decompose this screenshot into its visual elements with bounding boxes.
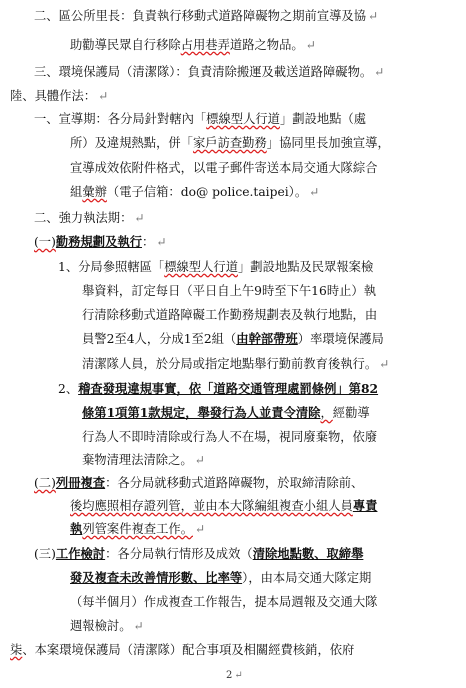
text-flagged: 柒	[10, 643, 23, 657]
text: 舉資料，訂定每日（平日自上午9時至下午16時止）執	[82, 284, 377, 298]
text: 清潔隊人員，於分局或指定地點舉行勤前教育後執行。	[82, 357, 378, 371]
section-heading: 陸、具體作法：	[10, 89, 97, 103]
text-flagged: 彙辦	[82, 185, 107, 199]
text: 經勸導	[332, 406, 370, 420]
emphasis: 專責	[352, 498, 378, 513]
text: （每半個月）作成複查工作報告，提本局週報及交通大隊	[70, 595, 378, 609]
text: ）率環境保護局	[297, 332, 384, 346]
paragraph-mark: ↵	[194, 453, 205, 467]
line-17	[82, 405, 370, 421]
line-9	[34, 210, 145, 226]
text: 助勸導民眾自行移除	[70, 38, 181, 52]
line-11	[58, 259, 373, 275]
text: 棄物清理法清除之。	[82, 453, 193, 467]
emphasis: 執	[70, 521, 83, 536]
text-flagged: 標線型人行道	[164, 260, 238, 274]
text: 員警2至4人，分成1至2組（	[82, 332, 237, 346]
text: 行清除移動式道路障礙工作勤務規劃表及執行地點，由	[82, 308, 378, 322]
emphasis: 稽查發現違規事實，依「道路交通管理處罰條例」第82	[78, 381, 379, 396]
line-27	[10, 642, 354, 658]
paragraph-mark: ↵	[133, 619, 144, 633]
text-flagged: 標線型人行道	[206, 112, 280, 126]
line-23	[34, 546, 363, 562]
text: 二、區公所里長：負責執行移動式道路障礙物之期前宣導及協	[34, 9, 367, 23]
line-22	[70, 521, 205, 537]
subheading: 工作檢討	[55, 546, 106, 561]
line-7	[70, 160, 377, 176]
line-14	[82, 331, 384, 347]
text: 宣導成效依附件格式，以電子郵件寄送本局交通大隊綜合	[70, 161, 378, 175]
text: 三、環境保護局（清潔隊）：負責清除搬運及載送道路障礙物。	[34, 65, 373, 79]
emphasis: 清除地點數、取締舉	[252, 546, 364, 561]
line-15	[82, 356, 389, 372]
emphasis: 由幹部帶班	[236, 331, 298, 346]
text: ：	[142, 235, 155, 249]
paragraph-mark: ↵	[195, 522, 206, 536]
line-13	[82, 307, 377, 323]
line-20	[34, 475, 363, 491]
line-12	[82, 283, 376, 299]
paragraph-mark: ↵	[305, 38, 316, 52]
text-flagged: 後均應照相存證列管，並由本大隊編組複查小組人員	[70, 499, 353, 513]
list-marker: (三)	[34, 547, 56, 561]
line-10	[34, 234, 167, 250]
emphasis: 條第1項第1款規定，舉發行為人並責令清除	[82, 405, 321, 420]
text-flagged: ，	[320, 406, 333, 420]
text-flagged: 占用巷弄	[180, 38, 230, 52]
text: 道路之物品。	[229, 38, 304, 52]
line-4	[10, 88, 108, 104]
text: 行為人不即時清除或行為人不在場，視同廢棄物，依廢	[82, 430, 378, 444]
paragraph-mark: ↵	[379, 357, 390, 371]
text: ），由本局交通大隊定期	[242, 571, 372, 585]
text: 」劃設地點及民眾報案檢	[238, 260, 374, 274]
line-1	[34, 8, 378, 24]
paragraph-mark: ↵	[309, 185, 320, 199]
page-number	[226, 670, 243, 681]
list-marker: (二)	[34, 476, 56, 490]
text: ：各分局就移動式道路障礙物，於取締清除前、	[105, 476, 364, 490]
subheading: 勤務規劃及執行	[55, 234, 142, 249]
paragraph-mark: ↵	[234, 670, 243, 681]
list-marker: (一)	[34, 235, 56, 249]
line-8	[70, 184, 319, 200]
text: （電子信箱：do@ police.taipei）。	[106, 185, 308, 199]
text-flagged: 家戶訪查勤務	[192, 136, 267, 150]
line-19	[82, 452, 205, 468]
text: 所）及違規熱點，併「	[70, 136, 193, 150]
line-6	[70, 135, 390, 151]
line-24	[70, 570, 371, 586]
paragraph-mark: ↵	[156, 235, 167, 249]
text: 週報檢討。	[70, 619, 132, 633]
subheading: 列冊複查	[55, 475, 106, 490]
text: 」劃設地點（處	[279, 112, 367, 126]
text: 一、宣導期：各分局針對轄內「	[34, 112, 207, 126]
line-2	[70, 37, 316, 53]
line-3	[34, 64, 384, 80]
text: ：各分局執行情形及成效（	[105, 547, 253, 561]
paragraph-mark: ↵	[98, 89, 109, 103]
paragraph-mark: ↵	[134, 211, 145, 225]
line-26	[70, 618, 144, 634]
line-16	[58, 381, 378, 397]
text: 二、強力執法期：	[34, 211, 133, 225]
text: 」協同里長加強宣導，	[266, 136, 390, 150]
list-marker: 2、	[58, 382, 79, 396]
line-18	[82, 429, 377, 445]
text: 1、分局參照轄區「	[58, 260, 165, 274]
paragraph-mark: ↵	[374, 65, 385, 79]
paragraph-mark: ↵	[368, 9, 379, 23]
text: 、本案環境保護局（清潔隊）配合事項及相關經費核銷，依府	[22, 643, 355, 657]
text-flagged: 列管案件複查工作。	[82, 522, 193, 536]
text: 組	[70, 185, 83, 199]
emphasis: 發及複查未改善情形數、比率等	[70, 570, 243, 585]
line-25	[70, 594, 377, 610]
page-number-text: 2	[226, 670, 233, 681]
line-5	[34, 111, 366, 127]
line-21	[70, 498, 377, 514]
